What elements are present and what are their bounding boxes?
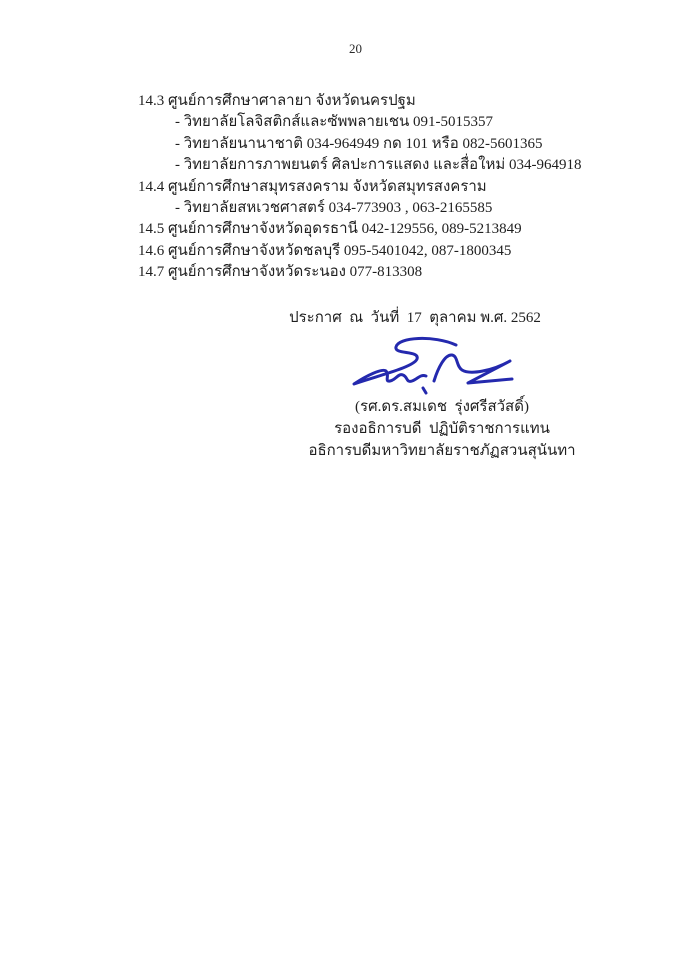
education-center-list — [0, 91, 688, 284]
list-item: 14.4 ศูนย์การศึกษาสมุทรสงคราม จังหวัดสมุทรสงคราม — [138, 178, 487, 195]
signatory-block — [277, 396, 607, 462]
list-item: - วิทยาลัยนานาชาติ 034-964949 กด 101 หรือ 082-5601365 — [175, 135, 543, 152]
list-item: 14.5 ศูนย์การศึกษาจังหวัดอุดรธานี 042-129556, 089-5213849 — [138, 221, 522, 238]
list-item: 14.3 ศูนย์การศึกษาศาลายา จังหวัดนครปฐม — [138, 93, 416, 109]
list-item: - วิทยาลัยการภาพยนตร์ ศิลปะการแสดง และสื่อใหม่ 034-964918 — [175, 157, 582, 174]
list-item: 14.6 ศูนย์การศึกษาจังหวัดชลบุรี 095-5401042, 087-1800345 — [138, 242, 512, 259]
announcement-date-line: ประกาศ ณ วันที่ 17 ตุลาคม พ.ศ. 2562 — [289, 310, 541, 326]
handwritten-signature-icon — [338, 334, 516, 396]
page-number: 20 — [349, 41, 362, 56]
signatory-title-line1: รองอธิการบดี ปฏิบัติราชการแทน — [334, 421, 550, 437]
signatory-name: (รศ.ดร.สมเดช รุ่งศรีสวัสดิ์) — [355, 399, 529, 415]
list-item: - วิทยาลัยโลจิสติกส์และซัพพลายเชน 091-5015357 — [175, 114, 494, 131]
signatory-title-line2: อธิการบดีมหาวิทยาลัยราชภัฏสวนสุนันทา — [308, 443, 576, 459]
list-item: - วิทยาลัยสหเวชศาสตร์ 034-773903 , 063-2165585 — [175, 200, 493, 217]
list-item: 14.7 ศูนย์การศึกษาจังหวัดระนอง 077-813308 — [138, 264, 423, 281]
